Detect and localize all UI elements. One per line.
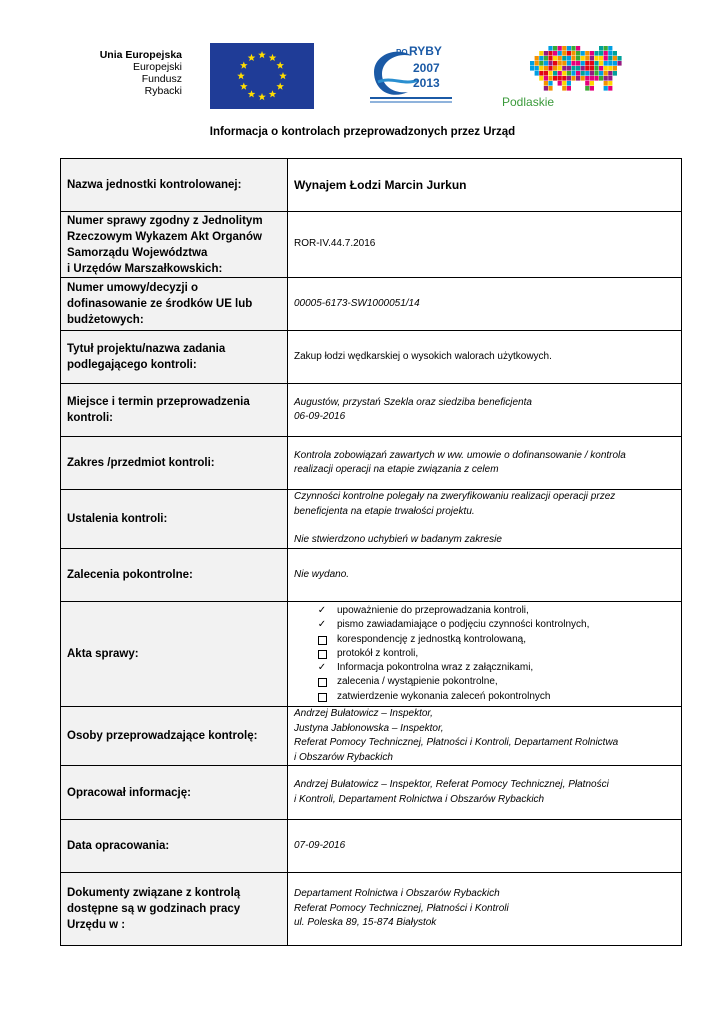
checklist-item-text: zalecenia / wystąpienie pokontrolne,	[337, 676, 498, 688]
table-row	[61, 159, 682, 212]
eu-caption-line: Fundusz	[141, 73, 182, 85]
table-row	[61, 384, 682, 437]
page-title: Informacja o kontrolach przeprowadzonych przez Urząd	[209, 126, 516, 138]
label-line: Samorządu Województwa	[67, 246, 208, 259]
podlaskie-logo	[500, 44, 624, 110]
checklist-item	[316, 647, 675, 661]
value-line: Augustów, przystań Szekla oraz siedziba beneficjenta	[294, 396, 532, 408]
label-line: Numer sprawy zgodny z Jednolitym	[67, 214, 263, 227]
case-files-checklist	[294, 604, 675, 704]
star-icon	[269, 54, 277, 61]
value-line: Departament Rolnictwa i Obszarów Rybackich	[294, 888, 500, 900]
value-line: 06-09-2016	[294, 411, 346, 422]
table-row	[61, 602, 682, 707]
eu-fund-caption	[100, 49, 182, 97]
row-value	[288, 873, 682, 946]
table-row	[61, 212, 682, 278]
podlaskie-label: Podlaskie	[502, 95, 555, 109]
row-value: 00005-6173-SW1000051/14	[288, 278, 682, 331]
year-end-text: 2013	[413, 76, 440, 90]
value-line: Justyna Jabłonowska – Inspektor,	[294, 722, 444, 734]
row-label	[61, 384, 288, 437]
checklist-item	[316, 604, 675, 618]
label-line: Tytuł projektu/nazwa zadania	[67, 343, 226, 355]
po-ryby-logo	[368, 42, 454, 108]
table-row	[61, 437, 682, 490]
value-line: Andrzej Bułatowicz – Inspektor,	[294, 708, 433, 719]
value-line: Kontrola zobowiązań zawartych w ww. umowie o dofinansowanie / kontrola	[294, 449, 626, 461]
star-icon	[248, 90, 256, 97]
value-line: realizacji operacji na etapie związania z celem	[294, 464, 499, 475]
star-icon	[269, 90, 277, 97]
table-row	[61, 707, 682, 766]
table-row	[61, 549, 682, 602]
checklist-item	[316, 675, 675, 689]
row-value	[288, 707, 682, 766]
eu-stars-icon	[210, 43, 314, 109]
checkmark-icon: ✓	[317, 619, 327, 631]
control-info-table	[60, 158, 682, 946]
logo-header	[0, 0, 725, 120]
value-line: Czynności kontrolne polegały na zweryfikowaniu realizacji operacji przez	[294, 491, 616, 503]
value-line: Referat Pomocy Technicznej, Płatności i Kontroli, Departament Rolnictwa	[294, 737, 619, 748]
row-value: Wynajem Łodzi Marcin Jurkun	[288, 159, 682, 212]
row-value: Nie wydano.	[288, 549, 682, 602]
eu-caption-line: Rybacki	[144, 85, 182, 97]
eu-caption-line: Unia Europejska	[99, 49, 182, 61]
bison-mosaic-icon	[530, 46, 622, 91]
label-line: Miejsce i termin przeprowadzenia	[67, 396, 250, 408]
checklist-item-text: zatwierdzenie wykonania zaleceń pokontrolnych	[337, 690, 551, 702]
eu-flag-logo	[210, 43, 314, 109]
star-icon	[258, 51, 266, 58]
star-icon	[237, 72, 245, 79]
row-label: Nazwa jednostki kontrolowanej:	[61, 159, 288, 212]
label-line: podlegającego kontroli:	[67, 359, 197, 371]
wave-icon	[374, 52, 412, 95]
eu-caption-line: Europejski	[132, 61, 182, 73]
row-value	[288, 490, 682, 549]
row-value	[288, 437, 682, 490]
checklist-item	[316, 633, 675, 647]
star-icon	[258, 93, 266, 100]
value-line: Referat Pomocy Technicznej, Płatności i Kontroli	[294, 902, 509, 914]
row-label	[61, 278, 288, 331]
label-line: Urzędu w :	[67, 919, 126, 931]
row-value	[288, 766, 682, 820]
table-row	[61, 331, 682, 384]
checklist-item	[316, 618, 675, 632]
checklist-item-text: pismo zawiadamiające o podjęciu czynności kontrolnych,	[337, 619, 590, 631]
value-line: ul. Poleska 89, 15-874 Białystok	[294, 917, 437, 929]
value-line: i Kontroli, Departament Rolnictwa i Obszarów Rybackich	[294, 793, 545, 805]
row-label	[61, 873, 288, 946]
row-label	[61, 212, 288, 278]
star-icon	[248, 54, 256, 61]
label-line: Numer umowy/decyzji o	[67, 282, 199, 294]
label-line: dostępne są w godzinach pracy	[67, 903, 241, 915]
row-label: Akta sprawy:	[61, 602, 288, 707]
checklist-item-text: Informacja pokontrolna wraz z załącznikami,	[337, 662, 534, 674]
year-start-text: 2007	[413, 61, 440, 75]
row-label	[61, 331, 288, 384]
star-icon	[276, 83, 284, 90]
row-label: Zalecenia pokontrolne:	[61, 549, 288, 602]
value-line: Nie stwierdzono uchybień w badanym zakresie	[294, 534, 502, 546]
checklist-item-text: upoważnienie do przeprowadzania kontroli,	[337, 604, 529, 616]
row-value: 07-09-2016	[288, 820, 682, 873]
row-label: Zakres /przedmiot kontroli:	[61, 437, 288, 490]
row-value: ROR-IV.44.7.2016	[288, 212, 682, 278]
label-line: i Urzędów Marszałkowskich:	[67, 262, 223, 275]
row-value	[288, 384, 682, 437]
star-icon	[276, 62, 284, 69]
ryby-text: RYBY	[409, 44, 442, 58]
row-label: Opracował informację:	[61, 766, 288, 820]
po-text: PO	[396, 48, 408, 57]
checklist-item	[316, 661, 675, 675]
label-line: Rzeczowym Wykazem Akt Organów	[67, 230, 262, 243]
table-row	[61, 820, 682, 873]
value-line: Andrzej Bułatowicz – Inspektor, Referat Pomocy Technicznej, Płatności	[294, 779, 609, 790]
checkmark-icon: ✓	[317, 662, 327, 674]
checklist-item-text: protokół z kontroli,	[337, 647, 419, 659]
label-line: budżetowych:	[67, 314, 144, 326]
label-line: kontroli:	[67, 412, 113, 424]
table-row	[61, 490, 682, 549]
row-value	[288, 602, 682, 707]
table-row	[61, 278, 682, 331]
label-line: dofinasowanie ze środków UE lub	[67, 298, 253, 310]
label-line: Dokumenty związane z kontrolą	[67, 887, 241, 899]
value-line: beneficjenta na etapie trwałości projektu.	[294, 505, 475, 517]
checklist-item-text: korespondencję z jednostką kontrolowaną,	[337, 633, 527, 645]
star-icon	[240, 83, 248, 90]
table-row	[61, 766, 682, 820]
star-icon	[240, 62, 248, 69]
row-label: Ustalenia kontroli:	[61, 490, 288, 549]
checklist-item	[316, 690, 675, 704]
value-line: i Obszarów Rybackich	[294, 751, 393, 763]
row-label: Osoby przeprowadzające kontrolę:	[61, 707, 288, 766]
row-label: Data opracowania:	[61, 820, 288, 873]
row-value: Zakup łodzi wędkarskiej o wysokich walorach użytkowych.	[288, 331, 682, 384]
table-row	[61, 873, 682, 946]
checkmark-icon: ✓	[317, 604, 327, 616]
empty-checkbox-icon	[316, 690, 328, 707]
star-icon	[279, 72, 287, 79]
